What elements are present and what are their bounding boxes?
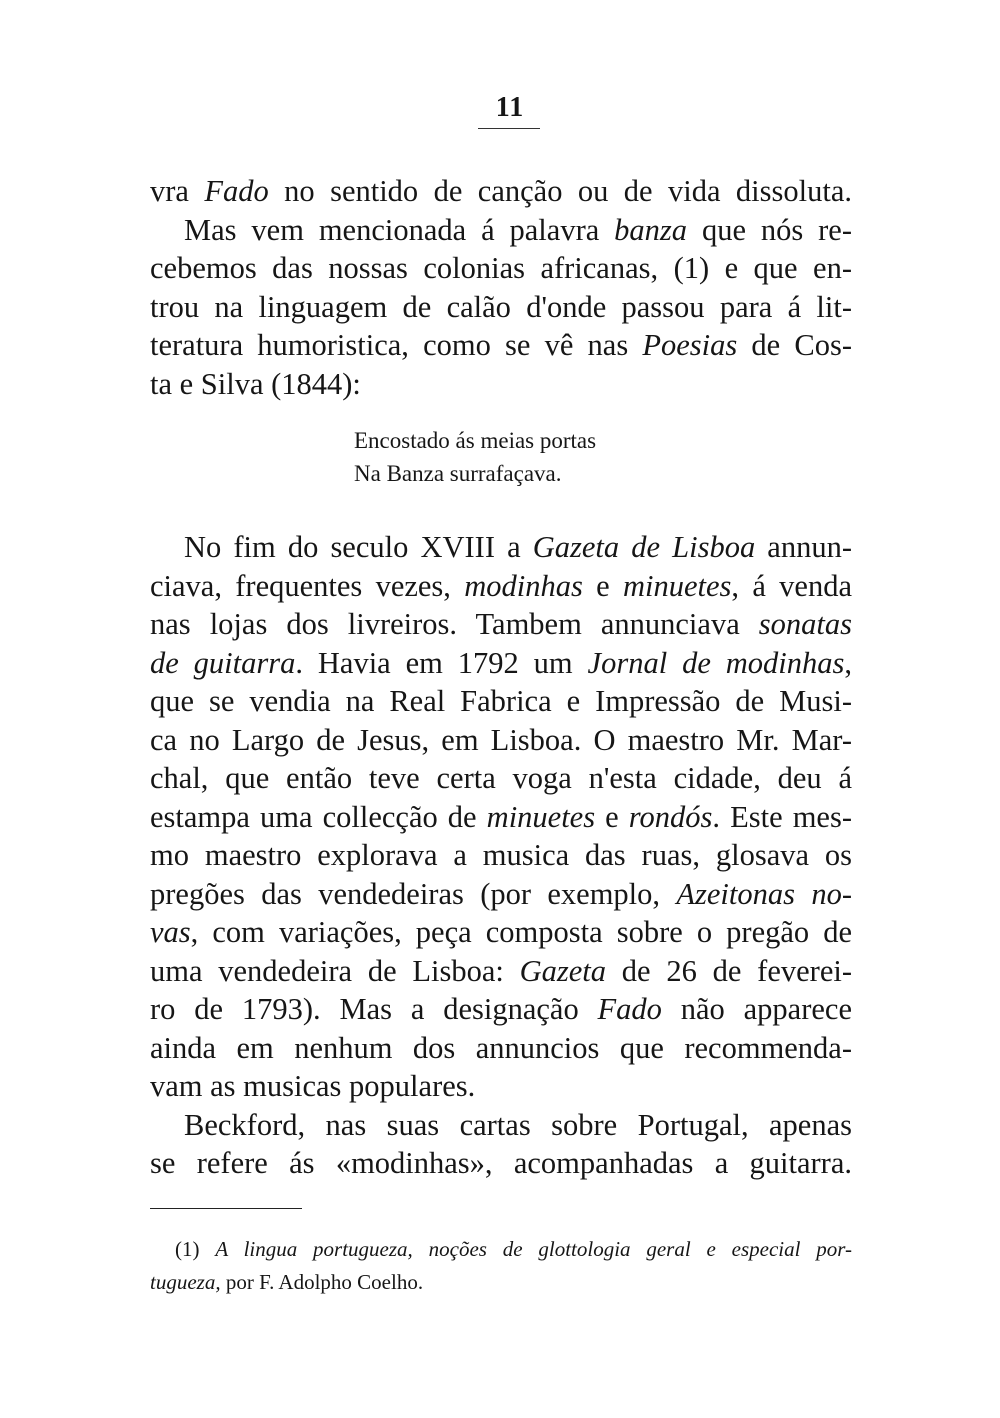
text-run: . Havia em 1792 um (295, 645, 588, 680)
text-run: , com variações, peça composta sobre o pregão de (190, 915, 852, 949)
text-line: se refere ás «modinhas», acompanhadas a guitarra. (150, 1146, 852, 1180)
text-run: não apparece (661, 992, 852, 1026)
text-run: de Cos- (737, 328, 852, 362)
text-line (150, 913, 852, 952)
text-run: e (595, 799, 629, 834)
text-run: annun- (755, 530, 852, 564)
italic-run: Fado (204, 174, 269, 208)
text-line (150, 528, 852, 567)
text-run: estampa uma collecção de (150, 799, 487, 834)
verse-line: Encostado ás meias portas (354, 428, 597, 453)
footnote-separator (150, 1208, 302, 1209)
text-run: (1) (175, 1237, 216, 1261)
body-text-top (150, 172, 852, 403)
text-line (150, 211, 852, 250)
text-run: que nós re- (687, 212, 852, 247)
verse-quotation (354, 424, 596, 490)
text-run: pregões das vendedeiras (por exemplo, (150, 876, 677, 911)
text-run: e (582, 568, 623, 603)
italic-run: Jornal de modinhas (587, 645, 845, 680)
italic-run: tugueza, (150, 1270, 221, 1294)
text-line (150, 172, 852, 211)
italic-run: banza (614, 212, 688, 247)
footnote (150, 1233, 852, 1299)
text-line: ta e Silva (1844): (150, 366, 361, 401)
text-line (150, 952, 852, 991)
italic-run: minuetes (486, 799, 596, 834)
italic-run: rondós (628, 799, 713, 834)
body-text-main (150, 528, 852, 1183)
text-run: , á venda (731, 568, 852, 603)
footnote-line (150, 1233, 852, 1266)
text-run: de 26 de feverei- (606, 953, 852, 988)
text-line (150, 644, 852, 683)
text-line (150, 326, 852, 365)
italic-run: modinhas (464, 568, 583, 603)
text-line: ca no Largo de Jesus, em Lisboa. O maestro Mr. Mar- (150, 722, 852, 757)
italic-run: de guitarra (150, 645, 296, 680)
footnote-line (150, 1266, 852, 1299)
text-run: por F. Adolpho Coelho. (220, 1270, 424, 1294)
text-run: uma vendedeira de Lisboa: (150, 953, 520, 988)
italic-run: minuetes (623, 568, 732, 603)
text-run: , (844, 645, 852, 680)
text-run: ro de 1793). Mas a designação (150, 992, 598, 1026)
text-line: cebemos das nossas colonias africanas, (1) e que en- (150, 251, 852, 285)
italic-run: Fado (597, 992, 662, 1026)
page-number: 11 (495, 92, 525, 123)
text-run: nas lojas dos livreiros. Tambem annunciava (150, 607, 759, 641)
text-line: trou na linguagem de calão d'onde passou para á lit- (150, 289, 852, 324)
italic-run: sonatas (758, 607, 852, 641)
italic-run: Azeitonas no- (676, 876, 852, 911)
italic-run: Gazeta de Lisboa (532, 530, 756, 564)
text-line: mo maestro explorava a musica das ruas, glosava os (150, 838, 852, 872)
verse-line: Na Banza surrafaçava. (354, 461, 562, 486)
text-run: teratura humoristica, como se vê nas (150, 328, 643, 362)
italic-run: A lingua portugueza, noções de glottologia geral e especial por- (215, 1237, 852, 1261)
page-number-underline (478, 128, 540, 129)
text-line (150, 875, 852, 914)
text-line: ainda em nenhum dos annuncios que recommenda- (150, 1030, 852, 1065)
text-run: . Este mes- (712, 799, 852, 834)
text-run: Mas vem mencionada á palavra (184, 212, 615, 247)
text-line: chal, que então teve certa voga n'esta cidade, deu á (150, 761, 852, 795)
text-run: ciava, frequentes vezes, (150, 568, 465, 603)
text-line (150, 798, 852, 837)
italic-run: Poesias (642, 328, 738, 362)
text-line (150, 605, 852, 644)
text-line (150, 567, 852, 606)
text-run: No fim do seculo XVIII a (184, 530, 533, 564)
text-line: Beckford, nas suas cartas sobre Portugal, apenas (184, 1107, 852, 1142)
text-run: vra (150, 174, 205, 208)
text-line: que se vendia na Real Fabrica e Impressão de Musi- (150, 684, 852, 718)
italic-run: Gazeta (519, 953, 607, 988)
text-line (150, 990, 852, 1029)
italic-run: vas (150, 915, 191, 949)
text-line: vam as musicas populares. (150, 1069, 476, 1103)
text-run: no sentido de canção ou de vida dissoluta. (268, 174, 852, 208)
